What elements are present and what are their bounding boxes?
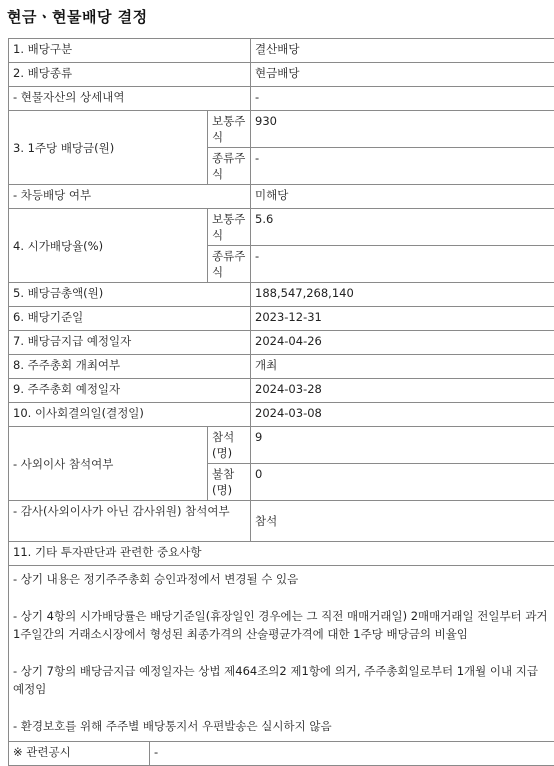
row-value: 현금배당 xyxy=(251,63,554,87)
row-value: 0 xyxy=(251,464,554,501)
row-label: 7. 배당금지급 예정일자 xyxy=(9,331,251,355)
sub-label: 불참(명) xyxy=(208,464,251,501)
row-label: - 차등배당 여부 xyxy=(9,185,251,209)
notes-row xyxy=(9,566,554,742)
row-value: - xyxy=(251,246,554,283)
row-value: 2024-03-08 xyxy=(251,403,554,427)
row-value: - xyxy=(150,742,554,766)
row-label: 6. 배당기준일 xyxy=(9,307,251,331)
table-row xyxy=(9,542,554,566)
table-row xyxy=(9,501,554,542)
note-item: - 상기 4항의 시가배당률은 배당기준일(휴장일인 경우에는 그 직전 매매거래일) 2매매거래일 전일부터 과거 1주일간의 거래소시장에서 형성된 최종가격의 산술평균가격에 대한 1주당 배당금의 비율임 xyxy=(13,607,552,643)
row-label: 2. 배당종류 xyxy=(9,63,251,87)
note-item: - 환경보호를 위해 주주별 배당통지서 우편발송은 실시하지 않음 xyxy=(13,717,552,735)
row-label: 5. 배당금총액(원) xyxy=(9,283,251,307)
row-value: 개최 xyxy=(251,355,554,379)
notes-cell xyxy=(9,566,554,742)
row-label: 10. 이사회결의일(결정일) xyxy=(9,403,251,427)
table-row xyxy=(9,209,554,246)
row-value: 미해당 xyxy=(251,185,554,209)
row-label: 8. 주주총회 개최여부 xyxy=(9,355,251,379)
dividend-decision-table xyxy=(8,38,554,766)
sub-label: 보통주식 xyxy=(208,111,251,148)
row-value: 188,547,268,140 xyxy=(251,283,554,307)
table-row xyxy=(9,742,554,766)
table-row xyxy=(9,379,554,403)
row-label: - 현물자산의 상세내역 xyxy=(9,87,251,111)
row-value: 2023-12-31 xyxy=(251,307,554,331)
table-row xyxy=(9,403,554,427)
sub-label: 종류주식 xyxy=(208,246,251,283)
sub-label: 종류주식 xyxy=(208,148,251,185)
page-title: 현금ㆍ현물배당 결정 xyxy=(7,6,148,27)
row-value: 5.6 xyxy=(251,209,554,246)
row-label: 4. 시가배당율(%) xyxy=(9,209,208,283)
row-value: 930 xyxy=(251,111,554,148)
row-value: - xyxy=(251,148,554,185)
table-row xyxy=(9,355,554,379)
row-value: - xyxy=(251,87,554,111)
table-row xyxy=(9,39,554,63)
table-row xyxy=(9,87,554,111)
row-label: 9. 주주총회 예정일자 xyxy=(9,379,251,403)
row-label: 1. 배당구분 xyxy=(9,39,251,63)
note-item: - 상기 내용은 정기주주총회 승인과정에서 변경될 수 있음 xyxy=(13,570,552,588)
row-label: ※ 관련공시 xyxy=(9,742,150,766)
table-row xyxy=(9,427,554,464)
table-row xyxy=(9,307,554,331)
sub-label: 참석(명) xyxy=(208,427,251,464)
note-item: - 상기 7항의 배당금지급 예정일자는 상법 제464조의2 제1항에 의거, 주주총회일로부터 1개월 이내 지급 예정임 xyxy=(13,662,552,698)
row-value: 참석 xyxy=(251,501,554,542)
row-value: 9 xyxy=(251,427,554,464)
table-row xyxy=(9,331,554,355)
table-row xyxy=(9,111,554,148)
row-label: 3. 1주당 배당금(원) xyxy=(9,111,208,185)
table-row xyxy=(9,63,554,87)
table-row xyxy=(9,283,554,307)
row-value: 2024-03-28 xyxy=(251,379,554,403)
row-value: 2024-04-26 xyxy=(251,331,554,355)
row-label: - 감사(사외이사가 아닌 감사위원) 참석여부 xyxy=(9,501,251,542)
row-value: 결산배당 xyxy=(251,39,554,63)
table-row xyxy=(9,185,554,209)
row-label: 11. 기타 투자판단과 관련한 중요사항 xyxy=(9,542,554,566)
row-label: - 사외이사 참석여부 xyxy=(9,427,208,501)
sub-label: 보통주식 xyxy=(208,209,251,246)
